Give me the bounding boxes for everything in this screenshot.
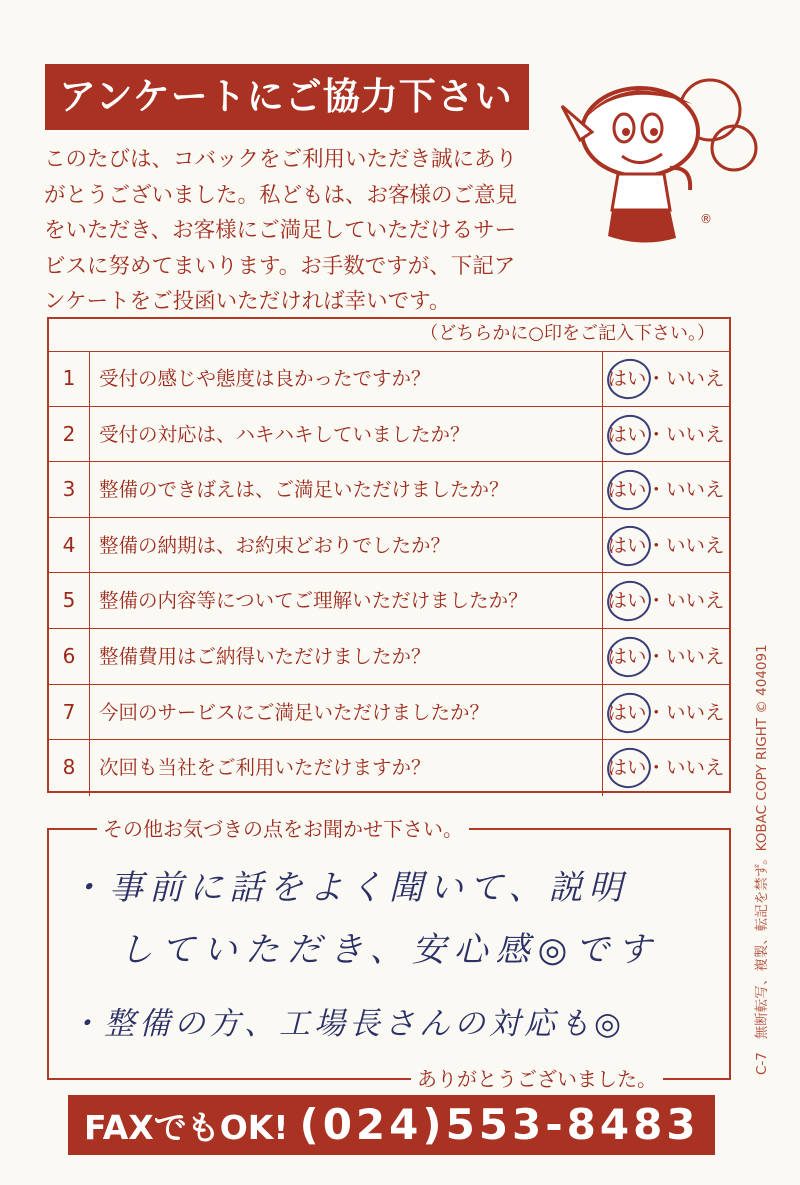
answer-options[interactable]: はい・いいえ (602, 462, 729, 517)
answer-options[interactable]: はい・いいえ (602, 407, 729, 462)
question-text: 整備の内容等についてご理解いただけましたか？ (99, 589, 528, 613)
handwritten-comment: ・事前に話をよく聞いて、説明 (69, 868, 629, 908)
intro-text (44, 142, 554, 320)
survey-row (49, 629, 729, 685)
answer-options[interactable]: はい・いいえ (602, 351, 729, 406)
handwritten-comment: ・整備の方、工場長さんの対応も◎ (69, 1006, 626, 1042)
survey-row (49, 573, 729, 629)
intro-line: がとうございました。私どもは、お客様のご意見 (44, 182, 518, 208)
intro-line: ンケートをご投函いただければ幸いです。 (44, 289, 451, 314)
answer-options[interactable]: はい・いいえ (602, 518, 729, 573)
survey-row (49, 740, 729, 796)
question-text: 今回のサービスにご満足いただけましたか？ (99, 700, 490, 724)
question-number: 5 (49, 573, 90, 628)
question-number: 3 (49, 462, 90, 517)
question-number: 8 (49, 740, 90, 796)
question-text: 受付の対応は、ハキハキしていましたか？ (99, 422, 470, 446)
question-number: 6 (49, 629, 90, 684)
intro-line: ビスに努めてまいります。お手数ですが、下記ア (44, 253, 516, 279)
question-number: 1 (49, 351, 90, 406)
question-text: 整備費用はご納得いただけましたか？ (99, 645, 431, 668)
question-text: 受付の感じや態度は良かったですか？ (99, 367, 431, 390)
closing-thanks: ありがとうございました。 (411, 1066, 663, 1092)
survey-row (49, 407, 729, 463)
answer-options[interactable]: はい・いいえ (602, 685, 729, 740)
survey-row (49, 462, 729, 518)
survey-row (49, 685, 729, 741)
answer-options[interactable]: はい・いいえ (602, 629, 729, 684)
question-number: 4 (49, 518, 90, 573)
question-text: 整備のできばえは、ご満足いただけましたか？ (99, 478, 509, 502)
answer-options[interactable]: はい・いいえ (602, 740, 729, 796)
registered-mark: ® (700, 212, 712, 226)
kobac-mascot-icon (552, 70, 762, 250)
copyright-text: 無断転写、複製、転記を禁ず。KOBAC COPY RIGHT © 404091 (754, 644, 770, 1040)
comment-title: その他お気づきの点をお聞かせ下さい。 (97, 816, 469, 842)
fax-banner (68, 1095, 715, 1155)
fax-number[interactable]: (024)553-8483 (299, 1100, 700, 1149)
handwritten-comment: していただき、安心感◎です (119, 930, 660, 970)
answer-options[interactable]: はい・いいえ (602, 573, 729, 628)
intro-line: このたびは、コバックをご利用いただき誠にあり (44, 147, 518, 172)
question-text: 次回も当社をご利用いただけますか？ (99, 756, 431, 780)
intro-line: をいただき、お客様にご満足していただけるサー (44, 218, 517, 243)
question-number: 2 (49, 407, 90, 462)
side-text-line (752, 644, 772, 1075)
question-text: 整備の納期は、お約束どおりでしたか？ (99, 533, 451, 557)
page-title: アンケートにご協力下さい (45, 64, 529, 130)
fax-label: FAXでもOK! (84, 1108, 289, 1147)
survey-instruction: （どちらかに○印をご記入下さい。） (49, 319, 729, 352)
comment-box[interactable] (47, 817, 731, 1091)
survey-row (49, 518, 729, 574)
side-copyright-notice (752, 644, 772, 1075)
survey-table (47, 317, 731, 793)
survey-row (49, 351, 729, 407)
question-number: 7 (49, 685, 90, 740)
form-code: C-7 (754, 1052, 770, 1075)
